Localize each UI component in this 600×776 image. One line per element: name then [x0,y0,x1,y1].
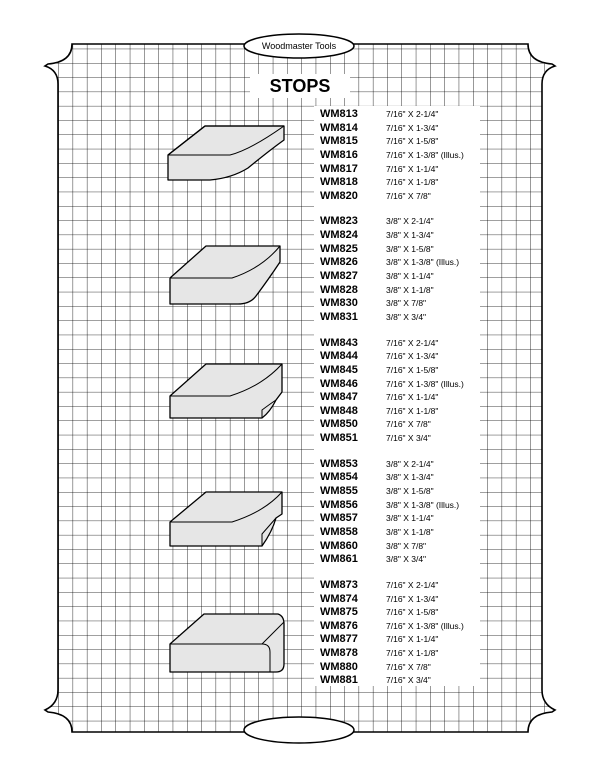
item-size: 7/16" X 1-1/8" [386,648,439,659]
item-size: 3/8" X 1-1/4" [386,513,434,524]
item-size: 7/16" X 1-3/4" [386,351,439,362]
item-code: WM828 [320,283,358,296]
item-size: 3/8" X 1-1/8" [386,526,434,537]
item-code: WM824 [320,229,358,242]
profile-group-4 [314,456,480,565]
item-code: WM860 [320,539,358,552]
item-code: WM881 [320,674,358,687]
item-size: 7/16" X 1-1/4" [386,634,439,645]
item-code: WM827 [320,270,358,283]
profile-group-3 [314,335,480,444]
brand-name: Woodmaster Tools [261,41,337,51]
item-code: WM826 [320,256,358,269]
table-row [314,133,480,147]
item-size: 3/8" X 1-3/4" [386,472,434,483]
item-size: 7/16" X 1-1/8" [386,177,439,188]
item-size: 7/16" X 1-3/4" [386,593,439,604]
item-code: WM876 [320,619,358,632]
table-row [314,335,480,349]
item-code: WM855 [320,485,358,498]
table-row [314,659,480,673]
table-row [314,497,480,511]
item-code: WM878 [320,647,358,660]
table-row [314,538,480,552]
table-row [314,227,480,241]
item-size: 3/8" X 1-3/4" [386,230,434,241]
item-code: WM815 [320,135,358,148]
item-code: WM875 [320,606,358,619]
item-code: WM858 [320,525,358,538]
table-row [314,456,480,470]
table-row [314,188,480,202]
item-code: WM854 [320,471,358,484]
item-size: 7/16" X 1-5/8" [386,364,439,375]
table-row [314,376,480,390]
table-row [314,483,480,497]
item-size: 7/16" X 3/4" [386,675,431,686]
item-code: WM845 [320,363,358,376]
item-code: WM847 [320,391,358,404]
item-code: WM830 [320,297,358,310]
table-row [314,403,480,417]
item-size: 7/16" X 1-5/8" [386,136,439,147]
item-code: WM814 [320,121,358,134]
item-code: WM813 [320,108,358,120]
table-row [314,416,480,430]
item-size: 3/8" X 3/4" [386,311,427,322]
item-size: 3/8" X 1-5/8" [386,486,434,497]
profile-group-1 [314,106,480,201]
item-size: 3/8" X 1-1/4" [386,271,434,282]
table-row [314,362,480,376]
item-code: WM857 [320,512,358,525]
table-row [314,645,480,659]
item-code: WM846 [320,377,358,390]
stops-table [314,106,480,686]
item-size: 3/8" X 7/8" [386,540,427,551]
item-code: WM817 [320,162,358,175]
item-code: WM843 [320,336,358,349]
item-size: 7/16" X 3/4" [386,433,431,444]
item-code: WM850 [320,418,358,431]
table-row [314,591,480,605]
item-code: WM853 [320,457,358,470]
item-code: WM820 [320,189,358,202]
item-code: WM823 [320,215,358,228]
table-row [314,161,480,175]
table-row [314,309,480,323]
item-size: 3/8" X 1-3/8" (Illus.) [386,257,460,268]
item-code: WM816 [320,148,358,161]
table-row [314,282,480,296]
profile-group-5 [314,577,480,686]
item-code: WM873 [320,578,358,591]
item-size: 7/16" X 1-3/8" (Illus.) [386,620,464,631]
item-code: WM874 [320,592,358,605]
footer-oval [244,717,354,743]
item-size: 3/8" X 1-5/8" [386,243,434,254]
item-size: 7/16" X 1-1/8" [386,405,439,416]
table-row [314,268,480,282]
item-size: 7/16" X 7/8" [386,661,431,672]
profile-group-2 [314,213,480,322]
table-row [314,213,480,227]
item-code: WM825 [320,242,358,255]
item-size: 7/16" X 7/8" [386,419,431,430]
item-code: WM877 [320,633,358,646]
item-size: 3/8" X 2-1/4" [386,458,434,469]
table-row [314,510,480,524]
table-row [314,120,480,134]
table-row [314,672,480,686]
item-size: 3/8" X 3/4" [386,554,427,565]
item-size: 3/8" X 1-3/8" (Illus.) [386,499,460,510]
item-size: 7/16" X 1-1/4" [386,163,439,174]
item-size: 7/16" X 1-3/8" (Illus.) [386,378,464,389]
table-row [314,551,480,565]
item-size: 7/16" X 1-3/4" [386,122,439,133]
item-size: 3/8" X 7/8" [386,298,427,309]
item-size: 3/8" X 1-1/8" [386,284,434,295]
item-size: 7/16" X 1-5/8" [386,607,439,618]
table-row [314,295,480,309]
table-row [314,348,480,362]
table-row [314,106,480,120]
table-row [314,524,480,538]
table-row [314,604,480,618]
table-row [314,631,480,645]
item-size: 7/16" X 1-1/4" [386,392,439,403]
item-code: WM831 [320,310,358,323]
table-row [314,618,480,632]
item-size: 3/8" X 2-1/4" [386,216,434,227]
table-row [314,254,480,268]
item-code: WM856 [320,498,358,511]
item-code: WM851 [320,432,358,445]
item-size: 7/16" X 2-1/4" [386,337,439,348]
table-row [314,241,480,255]
table-row [314,469,480,483]
table-row [314,147,480,161]
item-size: 7/16" X 1-3/8" (Illus.) [386,149,464,160]
item-code: WM880 [320,660,358,673]
item-size: 7/16" X 2-1/4" [386,109,439,119]
item-code: WM861 [320,553,358,566]
table-row [314,577,480,591]
page-title: STOPS [250,74,350,98]
item-code: WM818 [320,176,358,189]
table-row [314,430,480,444]
item-size: 7/16" X 7/8" [386,190,431,201]
table-row [314,174,480,188]
item-code: WM844 [320,350,358,363]
item-size: 7/16" X 2-1/4" [386,579,439,590]
item-code: WM848 [320,404,358,417]
table-row [314,389,480,403]
